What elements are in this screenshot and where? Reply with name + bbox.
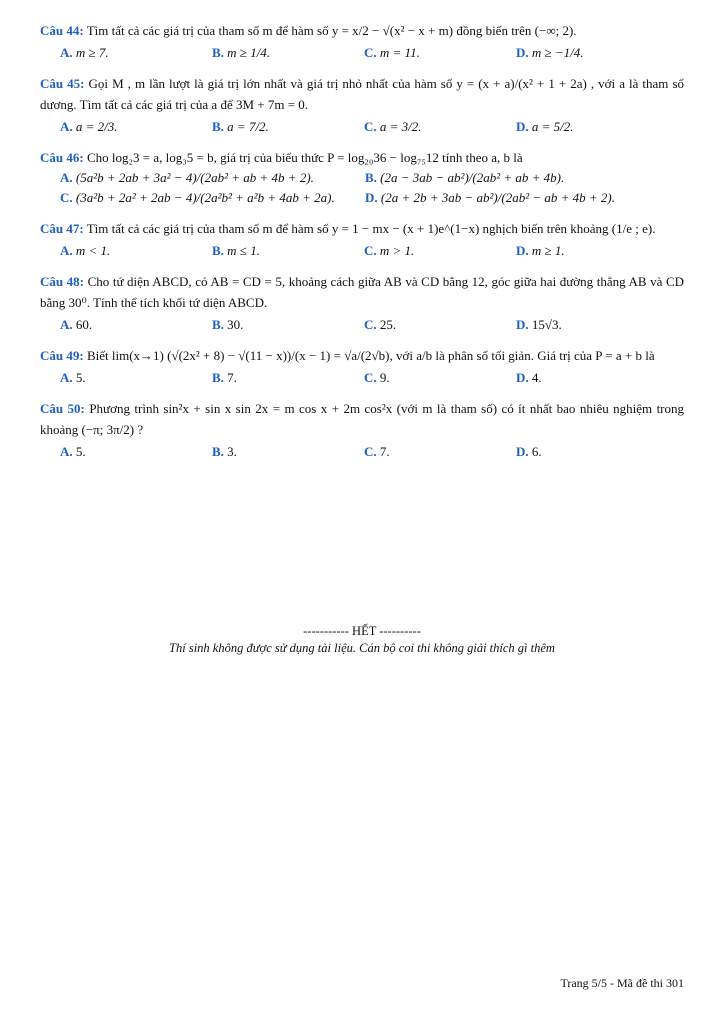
option-b: B. a = 7/2.	[212, 119, 269, 134]
option-a: A. a = 2/3.	[60, 119, 118, 134]
question-text: Phương trình sin²x + sin x sin 2x = m cos x + 2m cos²x (với m là tham số) có ít nhất bao nhiêu nghiệm trong khoảng (−π; 3π/2) ?	[40, 401, 685, 437]
exam-note: Thí sinh không được sử dụng tài liệu. Cán bộ coi thi không giải thích gì thêm	[169, 641, 555, 655]
option-c: C. 7.	[364, 444, 390, 459]
option-b: B. 7.	[212, 370, 237, 385]
options	[40, 241, 684, 261]
page-number: Trang 5/5 - Mã đề thi 301	[560, 976, 684, 990]
question-text: Biết lim(x→1) (√(2x² + 8) − √(11 − x))/(x − 1) = √a/(2√b), với a/b là phân số tối giản. Giá trị của P = a + b là	[86, 348, 655, 363]
options-row-1	[40, 168, 684, 188]
option-b: B. (2a − 3ab − ab²)/(2ab² + ab + 4b).	[365, 170, 565, 185]
option-c: C. m = 11.	[364, 45, 420, 60]
option-d: D. 15√3.	[516, 317, 562, 332]
option-c: C. (3a²b + 2a² + 2ab − 4)/(2a²b² + a²b + 4ab + 2a).	[60, 190, 335, 205]
option-d: D. 6.	[516, 444, 542, 459]
end-marker: ----------- HẾT ----------	[303, 624, 421, 638]
question-48: Câu 48: Cho tứ diện ABCD, có AB = CD = 5, khoảng cách giữa AB và CD bằng 12, góc giữa hai đường thẳng AB và CD bằng 30⁰. Tính thể tích khối tứ diện ABCD. A. 60. B. 30. C. 25. D. 15√3.	[40, 271, 684, 335]
question-text: Gọi M , m lần lượt là giá trị lớn nhất và giá trị nhỏ nhất của hàm số y = (x + a)/(x² + 1 + 2a) , với a là tham số dương. Tìm tất cả các giá trị của a để 3M + 7m = 0.	[40, 76, 684, 112]
question-text: Tìm tất cả các giá trị của tham số m để hàm số y = 1 − mx − (x + 1)e^(1−x) nghịch biến trên khoảng (1/e ; e).	[86, 221, 656, 236]
question-49: Câu 49: Biết lim(x→1) (√(2x² + 8) − √(11 − x))/(x − 1) = √a/(2√b), với a/b là phân số tối giản. Giá trị của P = a + b là A. 5. B. 7. C. 9. D. 4.	[40, 345, 684, 388]
options	[40, 43, 684, 63]
option-a: A. m ≥ 7.	[60, 45, 109, 60]
option-d: D. m ≥ 1.	[516, 243, 565, 258]
option-b: B. 3.	[212, 444, 237, 459]
options-row-2	[40, 188, 684, 208]
question-text: Cho log₂3 = a, log₃5 = b, giá trị của biểu thức P = log₂₀36 − log₇₅12 tính theo a, b là	[86, 150, 523, 165]
option-a: A. 5.	[60, 444, 86, 459]
option-a: A. (5a²b + 2ab + 3a² − 4)/(2ab² + ab + 4b + 2).	[60, 170, 314, 185]
option-d: D. (2a + 2b + 3ab − ab²)/(2ab² − ab + 4b + 2).	[365, 190, 615, 205]
exam-page	[40, 20, 684, 472]
question-text: Tìm tất cả các giá trị của tham số m để hàm số y = x/2 − √(x² − x + m) đồng biến trên (−∞; 2).	[86, 23, 577, 38]
option-b: B. m ≥ 1/4.	[212, 45, 271, 60]
question-46: Câu 46: Cho log₂3 = a, log₃5 = b, giá trị của biểu thức P = log₂₀36 − log₇₅12 tính theo a, b là A. (5a²b + 2ab + 3a² − 4)/(2ab² + ab + 4b + 2). B. (2a − 3ab − ab²)/(2ab² + ab + 4b). C. (3a²b + 2a² + 2ab − 4)/(2a²b² + a²b + 4ab + 2a). D. (2a + 2b + 3ab − ab²)/(2ab² − ab + 4b + 2).	[40, 147, 684, 208]
option-c: C. 9.	[364, 370, 390, 385]
options	[40, 368, 684, 388]
option-d: D. 4.	[516, 370, 542, 385]
option-b: B. 30.	[212, 317, 244, 332]
question-text: Cho tứ diện ABCD, có AB = CD = 5, khoảng cách giữa AB và CD bằng 12, góc giữa hai đường thẳng AB và CD bằng 30⁰. Tính thể tích khối tứ diện ABCD.	[40, 274, 684, 310]
option-d: D. a = 5/2.	[516, 119, 574, 134]
option-b: B. m ≤ 1.	[212, 243, 260, 258]
options	[40, 117, 684, 137]
option-a: A. 60.	[60, 317, 93, 332]
question-44: Câu 44: Tìm tất cả các giá trị của tham số m để hàm số y = x/2 − √(x² − x + m) đồng biến trên (−∞; 2). A. m ≥ 7. B. m ≥ 1/4. C. m = 11. D. m ≥ −1/4.	[40, 20, 684, 63]
options	[40, 315, 684, 335]
question-45: Câu 45: Gọi M , m lần lượt là giá trị lớn nhất và giá trị nhỏ nhất của hàm số y = (x + a)/(x² + 1 + 2a) , với a là tham số dương. Tìm tất cả các giá trị của a để 3M + 7m = 0. A. a = 2/3. B. a = 7/2. C. a = 3/2. D. a = 5/2.	[40, 73, 684, 137]
options	[40, 442, 684, 462]
option-a: A. 5.	[60, 370, 86, 385]
question-47: Câu 47: Tìm tất cả các giá trị của tham số m để hàm số y = 1 − mx − (x + 1)e^(1−x) nghịch biến trên khoảng (1/e ; e). A. m < 1. B. m ≤ 1. C. m > 1. D. m ≥ 1.	[40, 218, 684, 261]
option-c: C. m > 1.	[364, 243, 415, 258]
question-50: Câu 50: Phương trình sin²x + sin x sin 2x = m cos x + 2m cos²x (với m là tham số) có ít nhất bao nhiêu nghiệm trong khoảng (−π; 3π/2) ? A. 5. B. 3. C. 7. D. 6.	[40, 398, 684, 462]
option-c: C. a = 3/2.	[364, 119, 422, 134]
option-a: A. m < 1.	[60, 243, 111, 258]
option-d: D. m ≥ −1/4.	[516, 45, 584, 60]
option-c: C. 25.	[364, 317, 397, 332]
